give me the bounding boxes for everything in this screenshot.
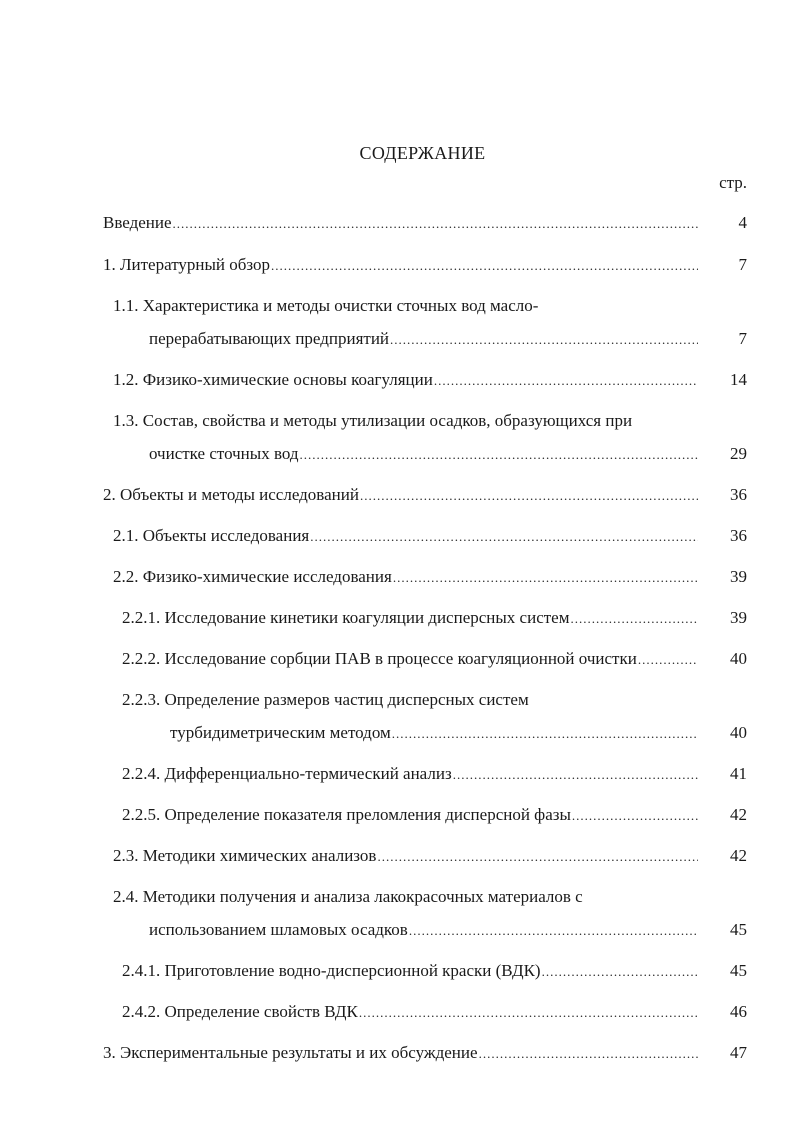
toc-entry-page: 39 [730, 567, 747, 586]
toc-entry-page: 36 [730, 526, 747, 545]
toc-entry-2-2-5[interactable] [0, 802, 793, 828]
leader-dots [310, 524, 698, 549]
toc-entry-page: 4 [738, 213, 747, 232]
toc-entry-page: 47 [730, 1043, 747, 1062]
toc-entry-label: 2.3. Методики химических анализов [113, 846, 377, 865]
toc-entry-chapter-1[interactable] [0, 252, 793, 278]
toc-entry-label: 2.4.2. Определение свойств ВДК [122, 1002, 358, 1021]
page-title: СОДЕРЖАНИЕ [359, 143, 486, 163]
leader-dots [390, 327, 698, 352]
toc-entry-label: 2.1. Объекты исследования [113, 526, 310, 545]
toc-entry-label: 2.2.4. Дифференциально-термический анализ [122, 764, 452, 783]
leader-dots [453, 762, 698, 787]
toc-entry-2-4[interactable] [0, 917, 793, 943]
toc-entry-page: 46 [730, 1002, 747, 1021]
toc-entry-page: 40 [730, 649, 747, 668]
leader-dots [638, 647, 698, 672]
toc-entry-label: 2.2.2. Исследование сорбции ПАВ в процессе коагуляционной очистки [122, 649, 637, 668]
toc-entry-1-2[interactable] [0, 367, 793, 393]
toc-entry-2-2-3-line1[interactable] [0, 687, 793, 713]
toc-entry-1-3-line1[interactable] [0, 408, 793, 434]
toc-entry-2-2[interactable] [0, 564, 793, 590]
leader-dots [300, 442, 698, 467]
leader-dots [393, 565, 698, 590]
toc-entry-chapter-3[interactable] [0, 1040, 793, 1066]
leader-dots [271, 253, 698, 278]
toc-entry-page: 29 [730, 444, 747, 463]
toc-entry-page: 45 [730, 920, 747, 939]
toc-entry-2-4-line1[interactable] [0, 884, 793, 910]
toc-entry-2-2-3[interactable] [0, 720, 793, 746]
leader-dots [360, 483, 698, 508]
toc-entry-label: 2.2. Физико-химические исследования [113, 567, 392, 586]
toc-entry-label: 2. Объекты и методы исследований [103, 485, 359, 504]
toc-entry-page: 41 [730, 764, 747, 783]
toc-entry-page: 36 [730, 485, 747, 504]
leader-dots [377, 844, 698, 869]
toc-entry-1-1[interactable] [0, 326, 793, 352]
toc-entry-label: 2.2.5. Определение показателя преломления дисперсной фазы [122, 805, 571, 824]
toc-entry-label-continued: использованием шламовых осадков [149, 920, 408, 939]
toc-entry-2-2-1[interactable] [0, 605, 793, 631]
toc-entry-1-3[interactable] [0, 441, 793, 467]
toc-entry-page: 45 [730, 961, 747, 980]
toc-entry-label: 2.2.1. Исследование кинетики коагуляции дисперсных систем [122, 608, 570, 627]
toc-entry-page: 42 [730, 846, 747, 865]
toc-entry-introduction[interactable] [0, 210, 793, 236]
toc-entry-page: 14 [730, 370, 747, 389]
toc-entry-chapter-2[interactable] [0, 482, 793, 508]
leader-dots [479, 1041, 698, 1066]
toc-entry-2-3[interactable] [0, 843, 793, 869]
toc-entry-page: 39 [730, 608, 747, 627]
leader-dots [359, 1000, 698, 1025]
toc-entry-label-continued: очистке сточных вод [149, 444, 299, 463]
toc-entry-page: 7 [738, 255, 747, 274]
leader-dots [570, 606, 698, 631]
toc-entry-1-1-line1[interactable] [0, 293, 793, 319]
page-column-label: стр. [719, 173, 747, 192]
toc-entry-2-4-1[interactable] [0, 958, 793, 984]
toc-entry-label: 2.2.3. Определение размеров частиц дисперсных систем [122, 690, 529, 709]
toc-entry-label: 2.4.1. Приготовление водно-дисперсионной краски (ВДК) [122, 961, 541, 980]
toc-entry-2-2-2[interactable] [0, 646, 793, 672]
leader-dots [392, 721, 698, 746]
leader-dots [434, 368, 698, 393]
leader-dots [572, 803, 698, 828]
toc-entry-label: 2.4. Методики получения и анализа лакокрасочных материалов с [113, 887, 583, 906]
toc-entry-label: 1. Литературный обзор [103, 255, 271, 274]
toc-entry-label: 1.1. Характеристика и методы очистки сточных вод масло- [113, 296, 539, 315]
toc-entry-2-4-2[interactable] [0, 999, 793, 1025]
toc-entry-label-continued: турбидиметрическим методом [170, 723, 391, 742]
leader-dots [173, 211, 698, 236]
toc-entry-page: 42 [730, 805, 747, 824]
toc-entry-page: 7 [738, 329, 747, 348]
toc-entry-label: 1.3. Состав, свойства и методы утилизации осадков, образующихся при [113, 411, 633, 430]
toc-entry-label-continued: перерабатывающих предприятий [149, 329, 390, 348]
toc-entry-2-2-4[interactable] [0, 761, 793, 787]
toc-entry-label: 3. Экспериментальные результаты и их обсуждение [103, 1043, 478, 1062]
leader-dots [542, 959, 698, 984]
toc-entry-label: Введение [103, 213, 172, 232]
leader-dots [409, 918, 698, 943]
toc-entry-page: 40 [730, 723, 747, 742]
toc-entry-label: 1.2. Физико-химические основы коагуляции [113, 370, 433, 389]
toc-entry-2-1[interactable] [0, 523, 793, 549]
